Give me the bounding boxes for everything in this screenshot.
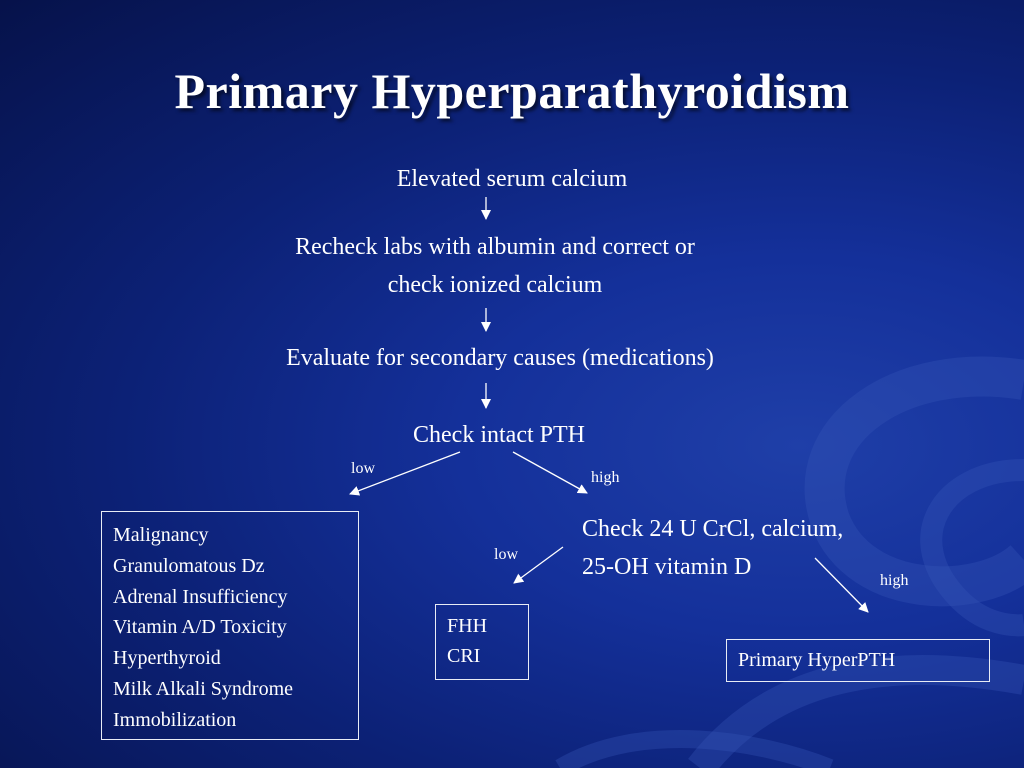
branch-label-low-crcl: low [494,546,518,563]
arrow-pth-low [350,452,460,494]
box-primary-hyperpth: Primary HyperPTH [726,639,990,682]
node-check-intact-pth: Check intact PTH [413,422,585,448]
branch-label-high-crcl: high [880,572,909,589]
result-item-fhh: FHH [447,615,488,637]
arrow-crcl-low [514,547,563,583]
cause-item: Granulomatous Dz [113,554,265,577]
cause-item: Immobilization [113,708,237,731]
slide-title: Primary Hyperparathyroidism [174,63,850,119]
branch-label-low-pth: low [351,460,375,477]
node-recheck-line-1: Recheck labs with albumin and correct or [295,234,695,260]
cause-item: Milk Alkali Syndrome [113,677,293,700]
cause-item: Vitamin A/D Toxicity [113,616,287,639]
node-recheck-line-2: check ionized calcium [387,272,603,298]
result-item-cri: CRI [447,645,481,667]
node-check24-line-2: 25-OH vitamin D [582,554,752,580]
branch-label-high-pth: high [591,469,620,486]
node-elevated-serum-calcium: Elevated serum calcium [396,166,628,192]
cause-item: Adrenal Insufficiency [113,585,288,608]
node-check24-line-1: Check 24 U CrCl, calcium, [582,516,844,542]
node-evaluate-secondary-causes: Evaluate for secondary causes (medications) [286,345,714,371]
cause-item: Hyperthyroid [113,647,221,670]
arrow-crcl-high [815,558,868,612]
cause-item: Malignancy [113,524,209,546]
arrow-pth-high [513,452,587,493]
